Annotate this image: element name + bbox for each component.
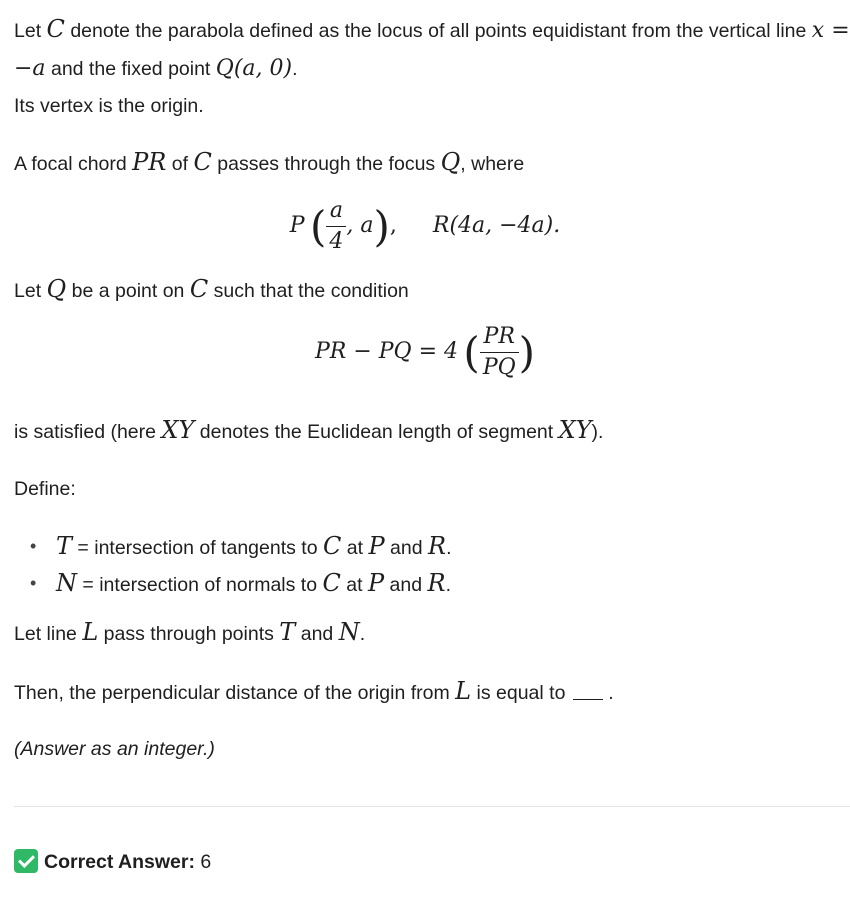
math-R: R [427,532,447,560]
text: denotes the Euclidean length of segment [194,421,559,443]
math-R: R [427,569,446,597]
text: A focal chord [14,153,133,175]
euclidean-note [14,412,603,451]
math-PR: PR [132,148,167,176]
math-L: L [455,677,472,705]
paren-left: ( [463,327,480,377]
text: . [292,58,298,80]
text: Let [14,20,47,42]
text: of [166,153,194,175]
condition-intro [14,271,409,310]
text: , where [460,153,525,175]
fraction-PR-over-PQ [480,322,519,383]
math-P: P [368,532,385,560]
math-C: C [46,15,65,43]
math-tail: , a [346,213,374,238]
focal-chord-text [14,144,524,183]
text: such that the condition [208,280,409,302]
text: = intersection of normals to [77,574,323,596]
math-P: P [289,213,305,238]
math-directrix: x = −a [14,18,850,81]
define-label: Define: [14,478,76,500]
vertex-text: Its vertex is the origin. [14,95,204,117]
text: = intersection of tangents to [72,537,323,559]
list-item [14,528,451,565]
answer-label: Correct Answer: [44,851,195,873]
paren-right: ) [373,201,390,251]
math-T: T [279,618,296,646]
equation-condition [0,322,850,383]
definition-list [14,528,451,602]
math-T: T [56,532,73,560]
separator: , [389,213,397,238]
math-Q: Q [440,148,461,176]
text: . [445,574,452,596]
text: Then, the perpendicular distance of the origin from [14,682,456,704]
check-mark-icon [14,849,38,873]
text: and [384,537,428,559]
math-C: C [322,532,342,560]
answer-value: 6 [194,851,212,873]
text: . [359,623,366,645]
paren-left: ( [309,201,327,251]
text: . [602,682,614,704]
text: pass through points [98,623,280,645]
math-XY: XY [558,416,592,444]
text: ). [591,421,604,443]
math-L: L [82,618,99,646]
text: at [340,574,368,596]
question-text [14,673,614,712]
correct-answer [14,844,211,881]
problem-intro [14,11,850,125]
text: at [341,537,369,559]
text: Let [14,280,47,302]
math-Q: Q [46,275,67,303]
text: and the fixed point [45,58,216,80]
divider [14,806,850,807]
math-C: C [189,275,209,303]
math-P: P [367,569,385,597]
numerator: PR [480,322,519,353]
text: passes through the focus [211,153,441,175]
text: denote the parabola defined as the locus of all points equidistant from the vertical line [64,20,812,42]
math-R: R(4a, −4a). [432,213,561,238]
math-N: N [56,569,77,597]
text: Let line [14,623,83,645]
text: be a point on [66,280,190,302]
text: and [295,623,339,645]
text: and [384,574,428,596]
fraction-a-over-4 [326,196,346,257]
line-L-text [14,614,365,653]
answer-format-note: (Answer as an integer.) [14,738,215,760]
math-C: C [193,148,212,176]
text: . [446,537,452,559]
math-XY: XY [161,416,195,444]
numerator: a [326,196,346,227]
math-lhs: PR − PQ = 4 [314,339,458,364]
list-item [14,565,451,602]
answer-blank [573,681,603,700]
text: is equal to [471,682,571,704]
denominator: PQ [482,355,516,381]
math-focus-point: Q(a, 0) [215,56,293,81]
math-C: C [322,569,341,597]
text: is satisfied (here [14,421,162,443]
math-N: N [338,618,360,646]
paren-right: ) [518,327,536,377]
equation-points [0,196,850,257]
denominator: 4 [329,229,344,255]
